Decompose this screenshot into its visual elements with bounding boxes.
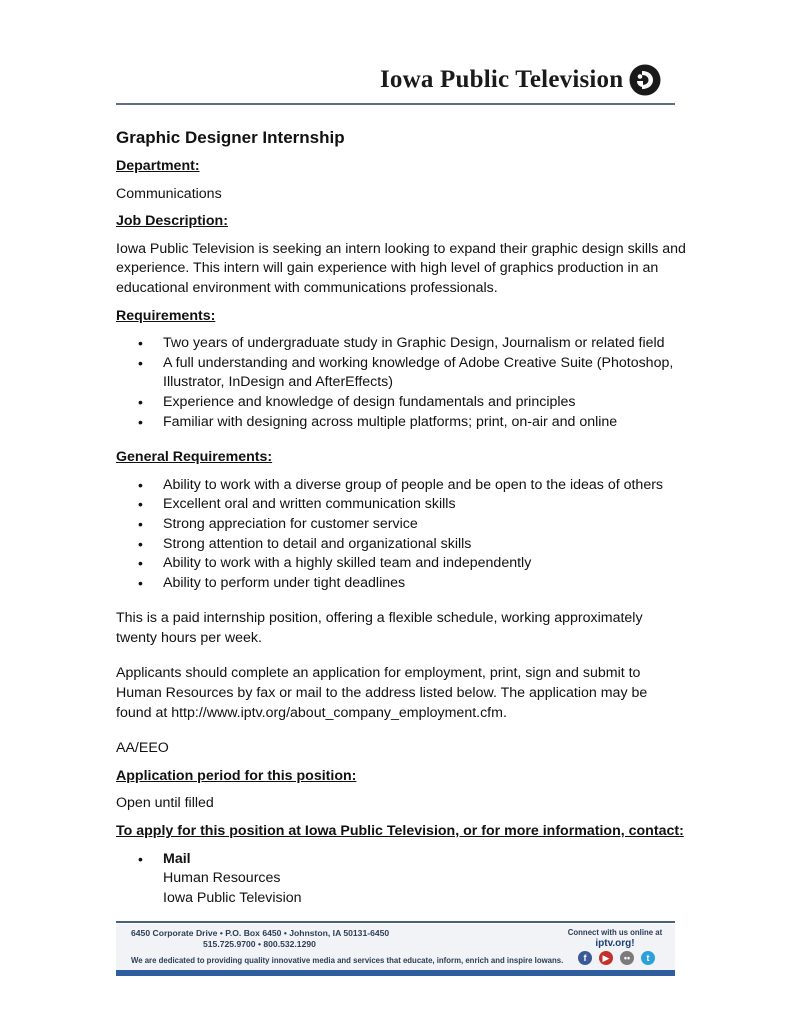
requirements-list [116, 334, 686, 432]
general-requirements-heading: General Requirements: [116, 449, 273, 466]
mail-label: Mail [163, 850, 191, 867]
pbs-head-icon [629, 64, 661, 96]
list-item: • Experience and knowledge of design fundamentals and principles [163, 393, 686, 413]
job-description-text: Iowa Public Television is seeking an intern looking to expand their graphic design skills and experience. This intern will gain experience with high level of graphics production in an educational environment with communications professionals. [116, 240, 686, 296]
department-value: Communications [116, 185, 222, 202]
mail-line-2: Iowa Public Television [163, 889, 302, 906]
list-item: • Strong appreciation for customer service [163, 515, 686, 535]
document-body [116, 127, 686, 908]
general-requirements-list [116, 476, 686, 594]
department-heading: Department: [116, 158, 200, 174]
list-item: • A full understanding and working knowledge of Adobe Creative Suite (Photoshop, Illustrator, InDesign and AfterEffects) [163, 354, 686, 393]
page-title: Graphic Designer Internship [116, 128, 345, 147]
footer-divider [116, 921, 675, 923]
header-divider [116, 103, 675, 105]
contact-mail [163, 850, 686, 909]
logo-text: Iowa Public Television [380, 66, 624, 93]
application-period-heading: Application period for this position: [116, 767, 357, 784]
aa-eeo-statement: AA/EEO [116, 740, 169, 757]
twitter-icon[interactable]: t [641, 951, 655, 965]
requirements-heading: Requirements: [116, 307, 216, 324]
footer-address: 6450 Corporate Drive • P.O. Box 6450 • Johnston, IA 50131-6450 [131, 928, 390, 938]
facebook-icon[interactable]: f [578, 951, 592, 965]
spacer [116, 593, 686, 609]
list-item: • Ability to perform under tight deadlines [163, 574, 686, 594]
list-item: • Ability to work with a highly skilled team and independently [163, 554, 686, 574]
application-instructions: Applicants should complete an application for employment, print, sign and submit to Human Resources by fax or mail to the address listed below. The application may be found at http://www.iptv.org/about_company_employment.cfm. [116, 665, 648, 721]
footer-url[interactable]: iptv.org! [595, 938, 635, 949]
contact-list [116, 850, 686, 909]
footer-connect: Connect with us online at [567, 928, 663, 937]
list-item: • Ability to work with a diverse group of people and be open to the ideas of others [163, 476, 686, 496]
footer-mission: We are dedicated to providing quality innovative media and services that educate, inform, enrich and inspire Iowans. [131, 956, 564, 965]
footer-bar [116, 970, 675, 976]
paid-internship-text: This is a paid internship position, offering a flexible schedule, working approximately twenty hours per week. [116, 610, 643, 646]
spacer [116, 432, 686, 448]
list-item: • Two years of undergraduate study in Graphic Design, Journalism or related field [163, 334, 686, 354]
list-item: • Strong attention to detail and organizational skills [163, 535, 686, 555]
job-description-heading: Job Description: [116, 213, 228, 230]
spacer [116, 723, 686, 739]
contact-heading: To apply for this position at Iowa Public Television, or for more information, contact: [116, 823, 684, 840]
list-item: • Familiar with designing across multiple platforms; print, on-air and online [163, 413, 686, 433]
list-item: • Excellent oral and written communication skills [163, 495, 686, 515]
footer-phones: 515.725.9700 • 800.532.1290 [203, 939, 316, 949]
header-logo [380, 62, 661, 98]
mail-line-1: Human Resources [163, 870, 281, 887]
spacer [116, 648, 686, 664]
flickr-icon[interactable]: •• [620, 951, 634, 965]
youtube-icon[interactable]: ▶ [599, 951, 613, 965]
application-period-value: Open until filled [116, 795, 214, 812]
social-icons [578, 951, 655, 965]
